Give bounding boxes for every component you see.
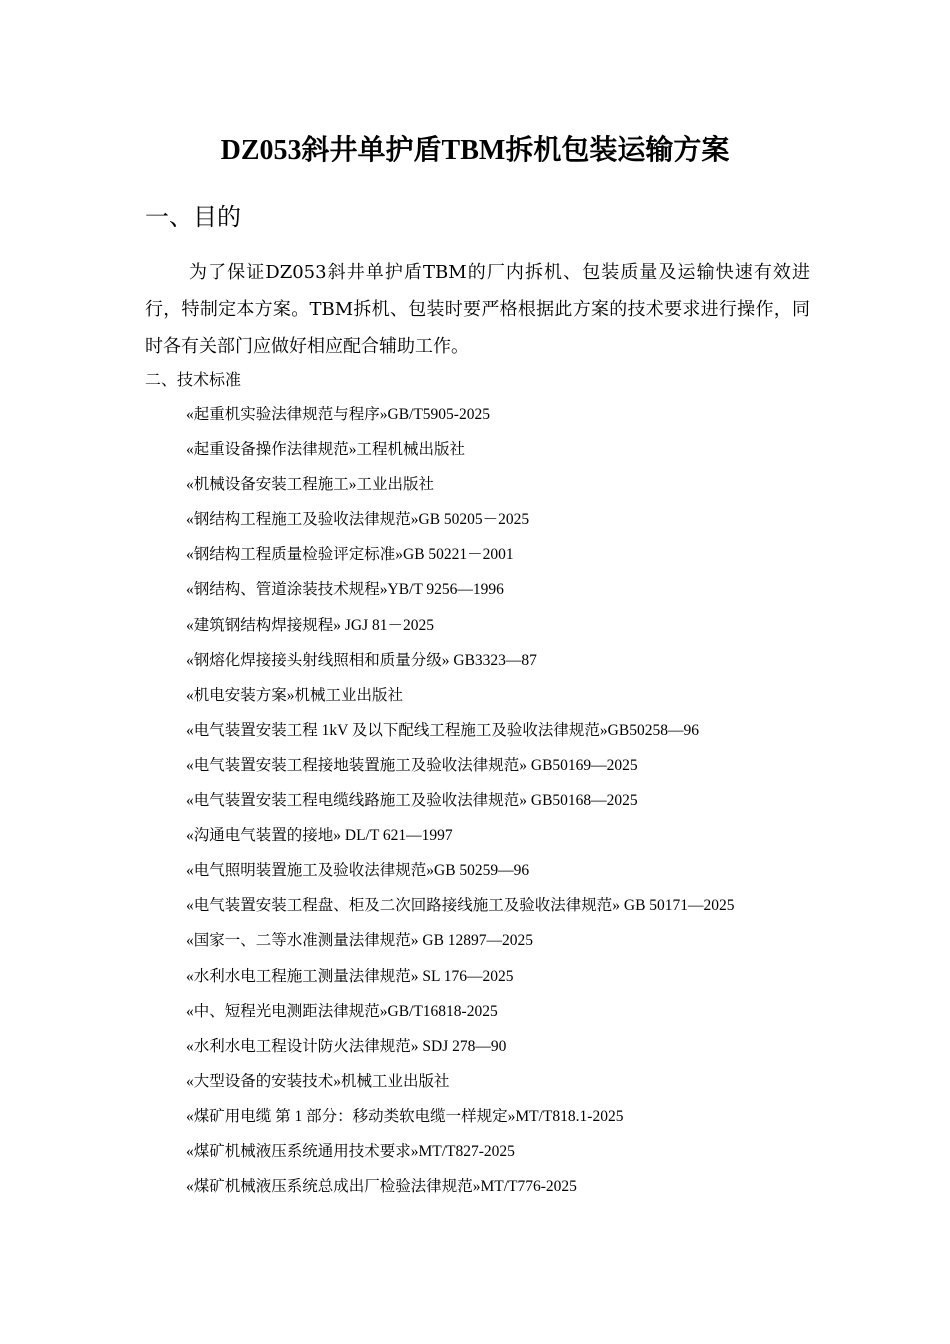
list-item: «水利水电工程施工测量法律规范» SL 176—2025	[186, 967, 514, 985]
list-item: «电气装置安装工程 1kV 及以下配线工程施工及验收法律规范»GB50258—96	[186, 721, 699, 739]
purpose-paragraph: 为了保证DZ053斜井单护盾TBM的厂内拆机、包装质量及运输快速有效进行，特制定本方案。TBM拆机、包装时要严格根据此方案的技术要求进行操作，同时各有关部门应做好相应配合辅助工作。	[145, 262, 810, 357]
list-item: «电气装置安装工程电缆线路施工及验收法律规范» GB50168—2025	[186, 792, 638, 810]
list-item: «电气装置安装工程盘、柜及二次回路接线施工及验收法律规范» GB 50171—2025	[186, 897, 735, 915]
list-item: «煤矿用电缆 第 1 部分：移动类软电缆一样规定»MT/T818.1-2025	[186, 1107, 624, 1125]
list-item: «起重设备操作法律规范»工程机械出版社	[186, 441, 466, 459]
list-item: «煤矿机械液压系统总成出厂检验法律规范»MT/T776-2025	[186, 1178, 577, 1196]
list-item: «机电安装方案»机械工业出版社	[186, 686, 404, 704]
list-item: «机械设备安装工程施工»工业出版社	[186, 476, 435, 494]
document-title: DZ053斜井单护盾TBM拆机包装运输方案	[220, 135, 730, 166]
list-item: «钢结构工程施工及验收法律规范»GB 50205－2025	[186, 511, 530, 529]
list-item: «大型设备的安装技术»机械工业出版社	[186, 1072, 450, 1090]
list-item: «钢结构工程质量检验评定标准»GB 50221－2001	[186, 546, 514, 564]
list-item: «中、短程光电测距法律规范»GB/T16818-2025	[186, 1002, 498, 1020]
list-item: «电气照明装置施工及验收法律规范»GB 50259—96	[186, 862, 530, 880]
standards-list	[186, 402, 735, 1209]
list-item: «水利水电工程设计防火法律规范» SDJ 278—90	[186, 1037, 507, 1055]
section-heading-purpose: 一、目的	[145, 203, 241, 231]
section-heading-standards: 二、技术标准	[145, 370, 242, 389]
list-item: «建筑钢结构焊接规程» JGJ 81－2025	[186, 616, 435, 634]
list-item: «沟通电气装置的接地» DL/T 621—1997	[186, 827, 453, 845]
list-item: «钢熔化焊接接头射线照相和质量分级» GB3323—87	[186, 651, 537, 669]
list-item: «煤矿机械液压系统通用技术要求»MT/T827-2025	[186, 1142, 515, 1160]
list-item: «国家一、二等水准测量法律规范» GB 12897—2025	[186, 932, 534, 950]
list-item: «电气装置安装工程接地装置施工及验收法律规范» GB50169—2025	[186, 756, 638, 774]
list-item: «钢结构、管道涂装技术规程»YB/T 9256—1996	[186, 581, 504, 599]
list-item: «起重机实验法律规范与程序»GB/T5905-2025	[186, 406, 490, 423]
